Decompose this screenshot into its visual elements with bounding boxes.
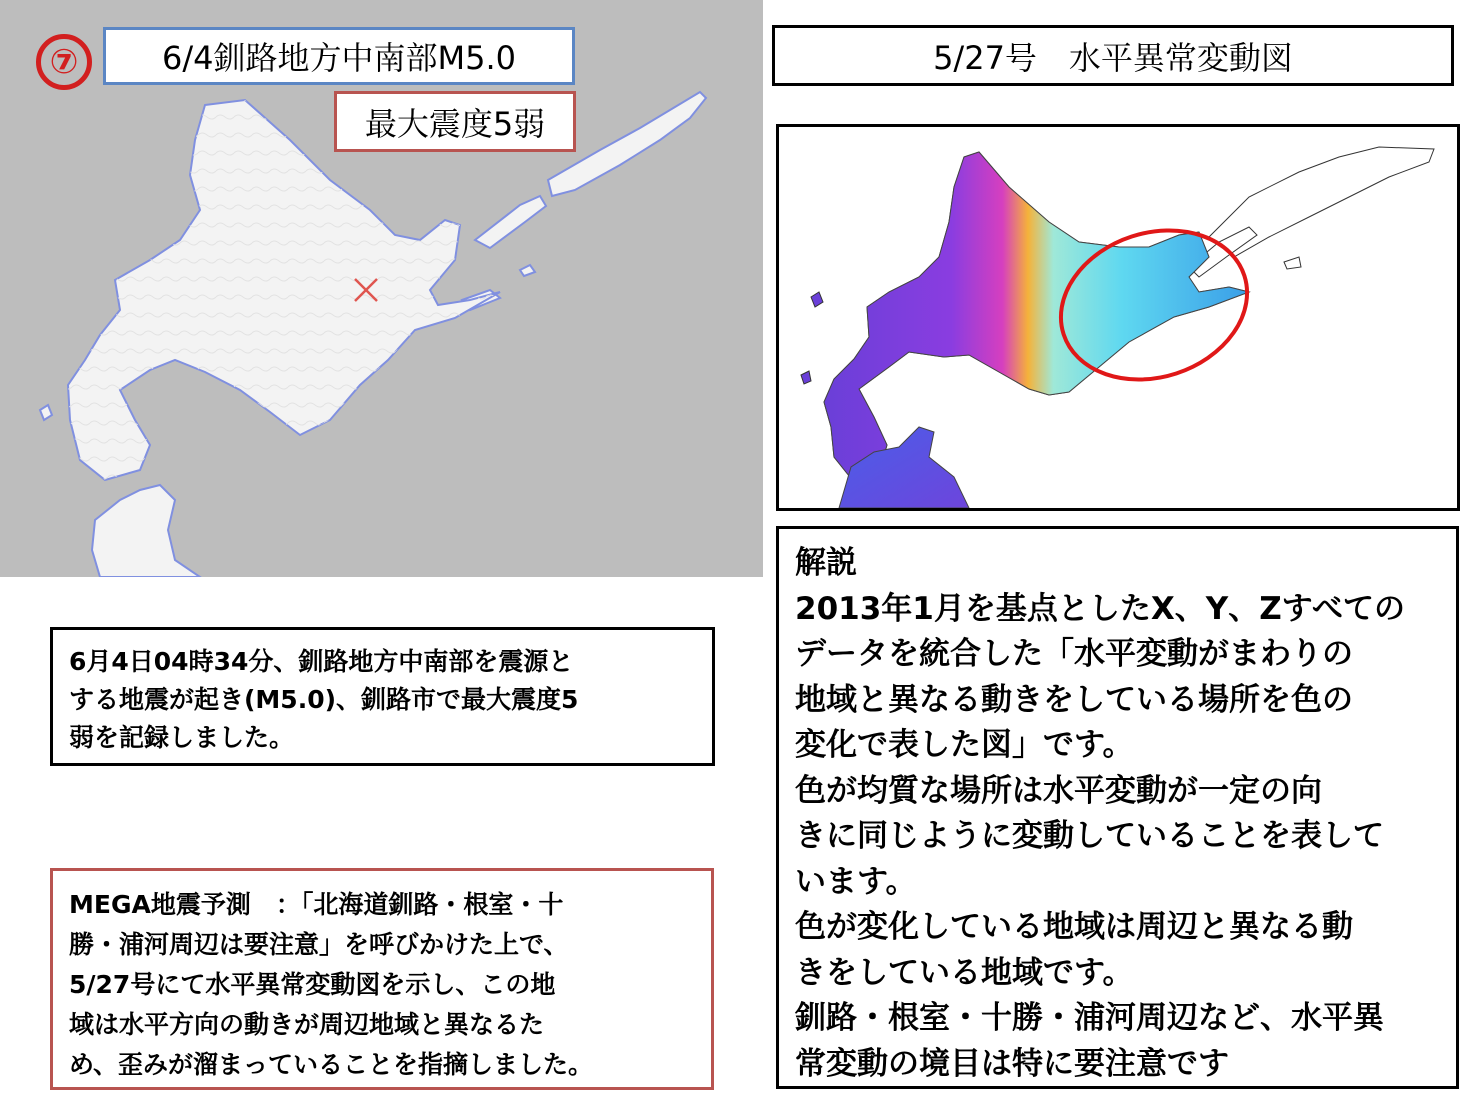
- horizontal-anomaly-map: [776, 124, 1460, 511]
- explanation-body: 2013年1月を基点としたX、Y、Zすべての データを統合した「水平変動がまわりの 地域と異なる動きをしている場所を色の 変化で表した図」です。 色が均質な場所は水平変動が一定の向 きに同じように変動していることを表して います。 色が変化している地域は周辺と異なる動 きをしている地域です。 釧路・根室・十勝・浦河周辺など、水平異 常変動の境目は特に要注意です: [795, 590, 1406, 1082]
- explanation-panel: [776, 526, 1459, 1089]
- mega-prediction-note: MEGA地震予測 ：「北海道釧路・根室・十 勝・浦河周辺は要注意」を呼びかけた上で、 5/27号にて水平異常変動図を示し、この地 域は水平方向の動きが周辺地域と異なるた め、歪みが溜まっていることを指摘しました。: [50, 868, 714, 1090]
- event-description: 6月4日04時34分、釧路地方中南部を震源と する地震が起き(M5.0)、釧路市で最大震度5 弱を記録しました。: [50, 627, 715, 766]
- circled-seven-icon: ⑦: [36, 34, 92, 90]
- anomaly-map-graphic: [779, 127, 1457, 508]
- hokkaido-map-graphic: [0, 0, 763, 577]
- hokkaido-epicenter-map: [0, 0, 763, 577]
- explanation-heading: 解説: [795, 545, 857, 581]
- anomaly-map-title: 5/27号 水平異常変動図: [772, 25, 1454, 86]
- max-intensity-label: 最大震度5弱: [334, 91, 576, 152]
- earthquake-title: 6/4釧路地方中南部M5.0: [103, 27, 575, 85]
